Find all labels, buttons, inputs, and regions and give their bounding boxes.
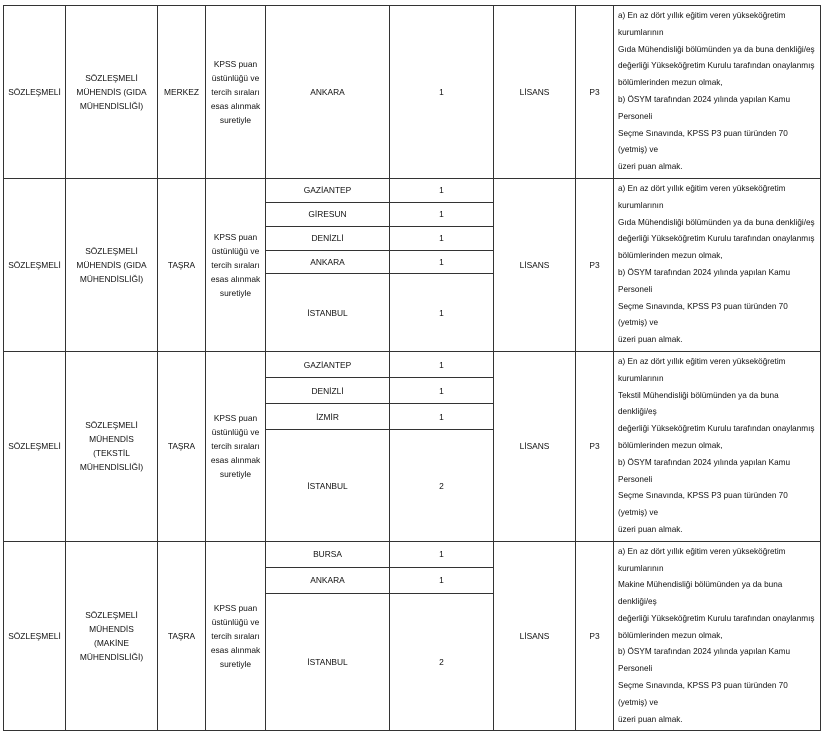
unit: MERKEZ: [158, 6, 206, 179]
education-level: LİSANS: [494, 541, 576, 731]
requirement-line: b) ÖSYM tarafından 2024 yılında yapılan Kamu Personeli: [618, 457, 791, 484]
requirement-line: bölümlerinden mezun olmak,: [618, 630, 723, 640]
requirement-line: Seçme Sınavında, KPSS P3 puan türünden 70 (yetmiş) ve: [618, 301, 788, 328]
position-title: SÖZLEŞMELİ MÜHENDİS (MAKİNE MÜHENDİSLİĞİ): [66, 541, 158, 731]
requirement-line: a) En az dört yıllık eğitim veren yükseköğretim kurumlarının: [618, 183, 786, 210]
table-row: [4, 6, 821, 179]
city: ANKARA: [266, 567, 390, 593]
requirement-line: a) En az dört yıllık eğitim veren yükseköğretim kurumlarının: [618, 11, 786, 37]
position-type: SÖZLEŞMELİ: [4, 6, 66, 179]
count: 1: [390, 541, 494, 567]
city: DENİZLİ: [266, 378, 390, 404]
city: ANKARA: [266, 6, 390, 179]
position-title: SÖZLEŞMELİ MÜHENDİS (TEKSTİL MÜHENDİSLİĞİ): [66, 351, 158, 541]
selection-criteria: KPSS puan üstünlüğü ve tercih sıraları esas alınmak suretiyle: [206, 178, 266, 351]
city: GAZİANTEP: [266, 178, 390, 202]
position-type: SÖZLEŞMELİ: [4, 351, 66, 541]
requirement-line: a) En az dört yıllık eğitim veren yükseköğretim kurumlarının: [618, 356, 786, 383]
city: GİRESUN: [266, 202, 390, 226]
count: 1: [390, 6, 494, 179]
requirements: [614, 351, 821, 541]
count: 1: [390, 351, 494, 377]
requirements: [614, 541, 821, 731]
score-type: P3: [576, 541, 614, 731]
education-level: LİSANS: [494, 6, 576, 179]
city: DENİZLİ: [266, 226, 390, 250]
selection-criteria: KPSS puan üstünlüğü ve tercih sıraları esas alınmak suretiyle: [206, 351, 266, 541]
city: GAZİANTEP: [266, 351, 390, 377]
unit: TAŞRA: [158, 178, 206, 351]
requirement-line: Gıda Mühendisliği bölümünden ya da buna denkliği/eş: [618, 44, 815, 54]
count: 1: [390, 202, 494, 226]
requirement-line: üzeri puan almak.: [618, 714, 683, 724]
requirement-line: değerliği Yükseköğretim Kurulu tarafından onaylanmış: [618, 234, 815, 244]
city: İZMİR: [266, 404, 390, 430]
position-title: SÖZLEŞMELİ MÜHENDİS (GIDA MÜHENDİSLİĞİ): [66, 178, 158, 351]
requirement-line: Tekstil Mühendisliği bölümünden ya da buna denkliği/eş: [618, 390, 779, 417]
positions-table: [3, 5, 821, 731]
unit: TAŞRA: [158, 351, 206, 541]
unit: TAŞRA: [158, 541, 206, 731]
requirement-line: Gıda Mühendisliği bölümünden ya da buna denkliği/eş: [618, 217, 815, 227]
score-type: P3: [576, 351, 614, 541]
position-title: SÖZLEŞMELİ MÜHENDİS (GIDA MÜHENDİSLİĞİ): [66, 6, 158, 179]
requirement-line: b) ÖSYM tarafından 2024 yılında yapılan Kamu Personeli: [618, 267, 791, 294]
count: 2: [390, 594, 494, 731]
table-row: [4, 351, 821, 377]
count: 1: [390, 250, 494, 274]
education-level: LİSANS: [494, 178, 576, 351]
requirement-line: Makine Mühendisliği bölümünden ya da buna denkliği/eş: [618, 580, 783, 607]
requirement-line: değerliği Yükseköğretim Kurulu tarafından onaylanmış: [618, 61, 815, 71]
score-type: P3: [576, 178, 614, 351]
requirement-line: Seçme Sınavında, KPSS P3 puan türünden 70 (yetmiş) ve: [618, 681, 788, 707]
city: İSTANBUL: [266, 274, 390, 352]
requirement-line: bölümlerinden mezun olmak,: [618, 440, 723, 450]
count: 2: [390, 430, 494, 541]
requirement-line: Seçme Sınavında, KPSS P3 puan türünden 70 (yetmiş) ve: [618, 128, 788, 155]
requirement-line: değerliği Yükseköğretim Kurulu tarafından onaylanmış: [618, 613, 815, 623]
position-type: SÖZLEŞMELİ: [4, 178, 66, 351]
selection-criteria: KPSS puan üstünlüğü ve tercih sıraları esas alınmak suretiyle: [206, 6, 266, 179]
count: 1: [390, 178, 494, 202]
requirement-line: üzeri puan almak.: [618, 162, 683, 172]
requirements: [614, 6, 821, 179]
requirements: [614, 178, 821, 351]
city: BURSA: [266, 541, 390, 567]
city: İSTANBUL: [266, 594, 390, 731]
requirement-line: Seçme Sınavında, KPSS P3 puan türünden 70 (yetmiş) ve: [618, 491, 788, 518]
score-type: P3: [576, 6, 614, 179]
city: İSTANBUL: [266, 430, 390, 541]
table-row: [4, 178, 821, 202]
requirement-line: a) En az dört yıllık eğitim veren yükseköğretim kurumlarının: [618, 546, 786, 573]
requirement-line: bölümlerinden mezun olmak,: [618, 251, 723, 261]
table-row: [4, 541, 821, 567]
requirement-line: b) ÖSYM tarafından 2024 yılında yapılan Kamu Personeli: [618, 647, 791, 674]
count: 1: [390, 404, 494, 430]
count: 1: [390, 226, 494, 250]
count: 1: [390, 378, 494, 404]
education-level: LİSANS: [494, 351, 576, 541]
requirement-line: üzeri puan almak.: [618, 524, 683, 534]
position-type: SÖZLEŞMELİ: [4, 541, 66, 731]
selection-criteria: KPSS puan üstünlüğü ve tercih sıraları esas alınmak suretiyle: [206, 541, 266, 731]
requirement-line: bölümlerinden mezun olmak,: [618, 78, 723, 88]
requirement-line: değerliği Yükseköğretim Kurulu tarafından onaylanmış: [618, 424, 815, 434]
count: 1: [390, 274, 494, 352]
requirement-line: üzeri puan almak.: [618, 335, 683, 345]
count: 1: [390, 567, 494, 593]
requirement-line: b) ÖSYM tarafından 2024 yılında yapılan Kamu Personeli: [618, 94, 791, 121]
city: ANKARA: [266, 250, 390, 274]
